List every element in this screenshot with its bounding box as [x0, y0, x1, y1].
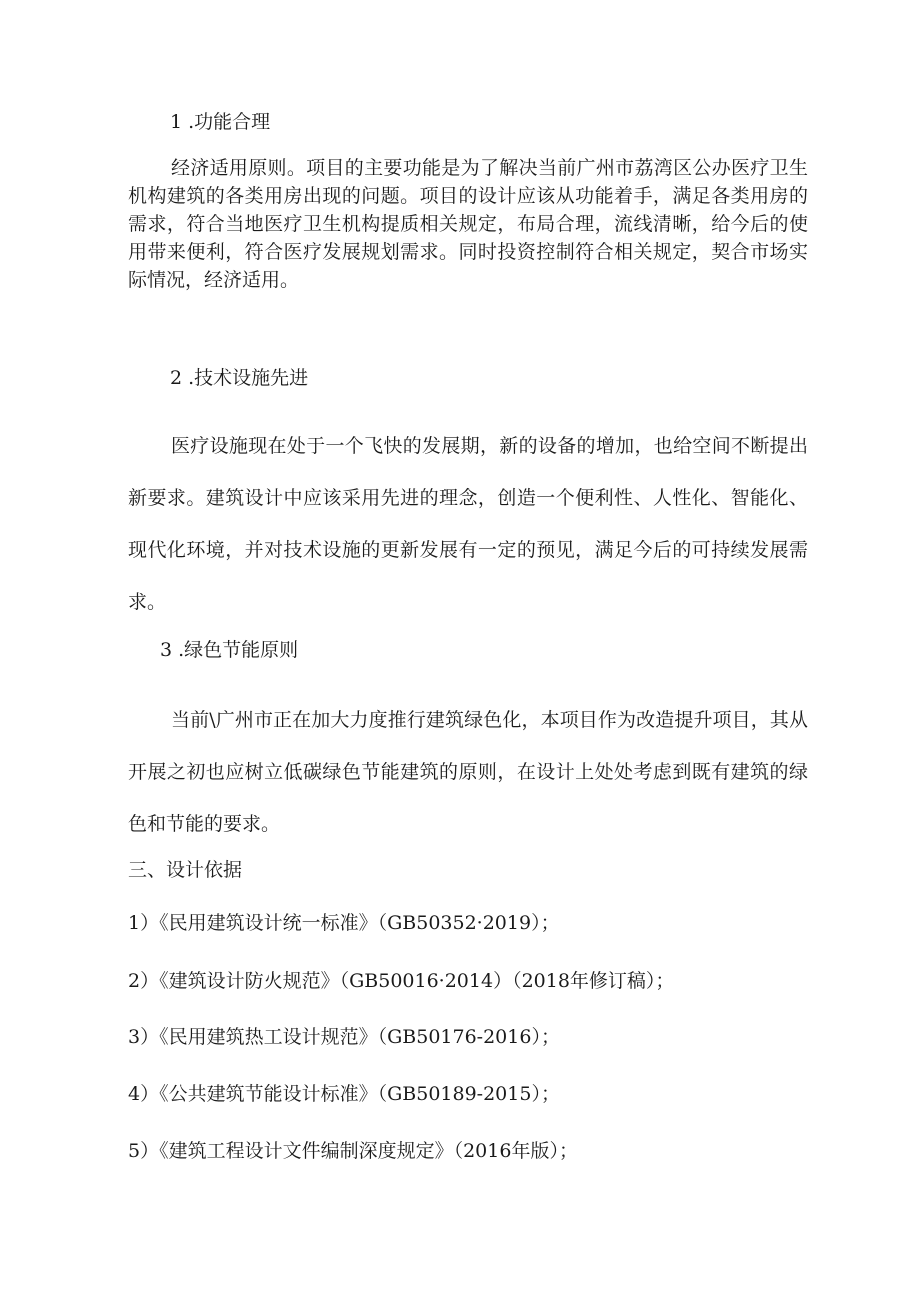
reference-item: 5）《建筑工程设计文件编制深度规定》（2016年版）； [128, 1140, 578, 1162]
reference-item: 4）《公共建筑节能设计标准》（GB50189-2015）； [128, 1083, 560, 1105]
reference-item: 2）《建筑设计防火规范》（GB50016·2014）（2018年修订稿）； [128, 970, 675, 992]
section-heading-technology: 2 .技术设施先进 [170, 367, 309, 389]
reference-item: 1）《民用建筑设计统一标准》（GB50352·2019）； [128, 912, 560, 934]
reference-item: 3）《民用建筑热工设计规范》（GB50176-2016）； [128, 1026, 560, 1048]
section-heading-green: 3 .绿色节能原则 [160, 639, 299, 661]
section-body-green: 当前\广州市正在加大力度推行建筑绿色化，本项目作为改造提升项目，其从开展之初也应树立低碳绿色节能建筑的原则，在设计上处处考虑到既有建筑的绿色和节能的要求。 [128, 709, 808, 835]
section-body-function: 经济适用原则。项目的主要功能是为了解决当前广州市荔湾区公办医疗卫生机构建筑的各类用房出现的问题。项目的设计应该从功能着手，满足各类用房的需求，符合当地医疗卫生机构提质相关规定，布局合理，流线清晰，给今后的使用带来便利，符合医疗发展规划需求。同时投资控制符合相关规定，契合市场实际情况，经济适用。 [128, 157, 808, 291]
section-body-technology: 医疗设施现在处于一个飞快的发展期，新的设备的增加，也给空间不断提出新要求。建筑设计中应该采用先进的理念，创造一个便利性、人性化、智能化、现代化环境，并对技术设施的更新发展有一定的预见，满足今后的可持续发展需求。 [128, 435, 808, 613]
design-basis-title: 三、设计依据 [128, 859, 243, 881]
section-heading-function: 1 .功能合理 [170, 111, 271, 133]
